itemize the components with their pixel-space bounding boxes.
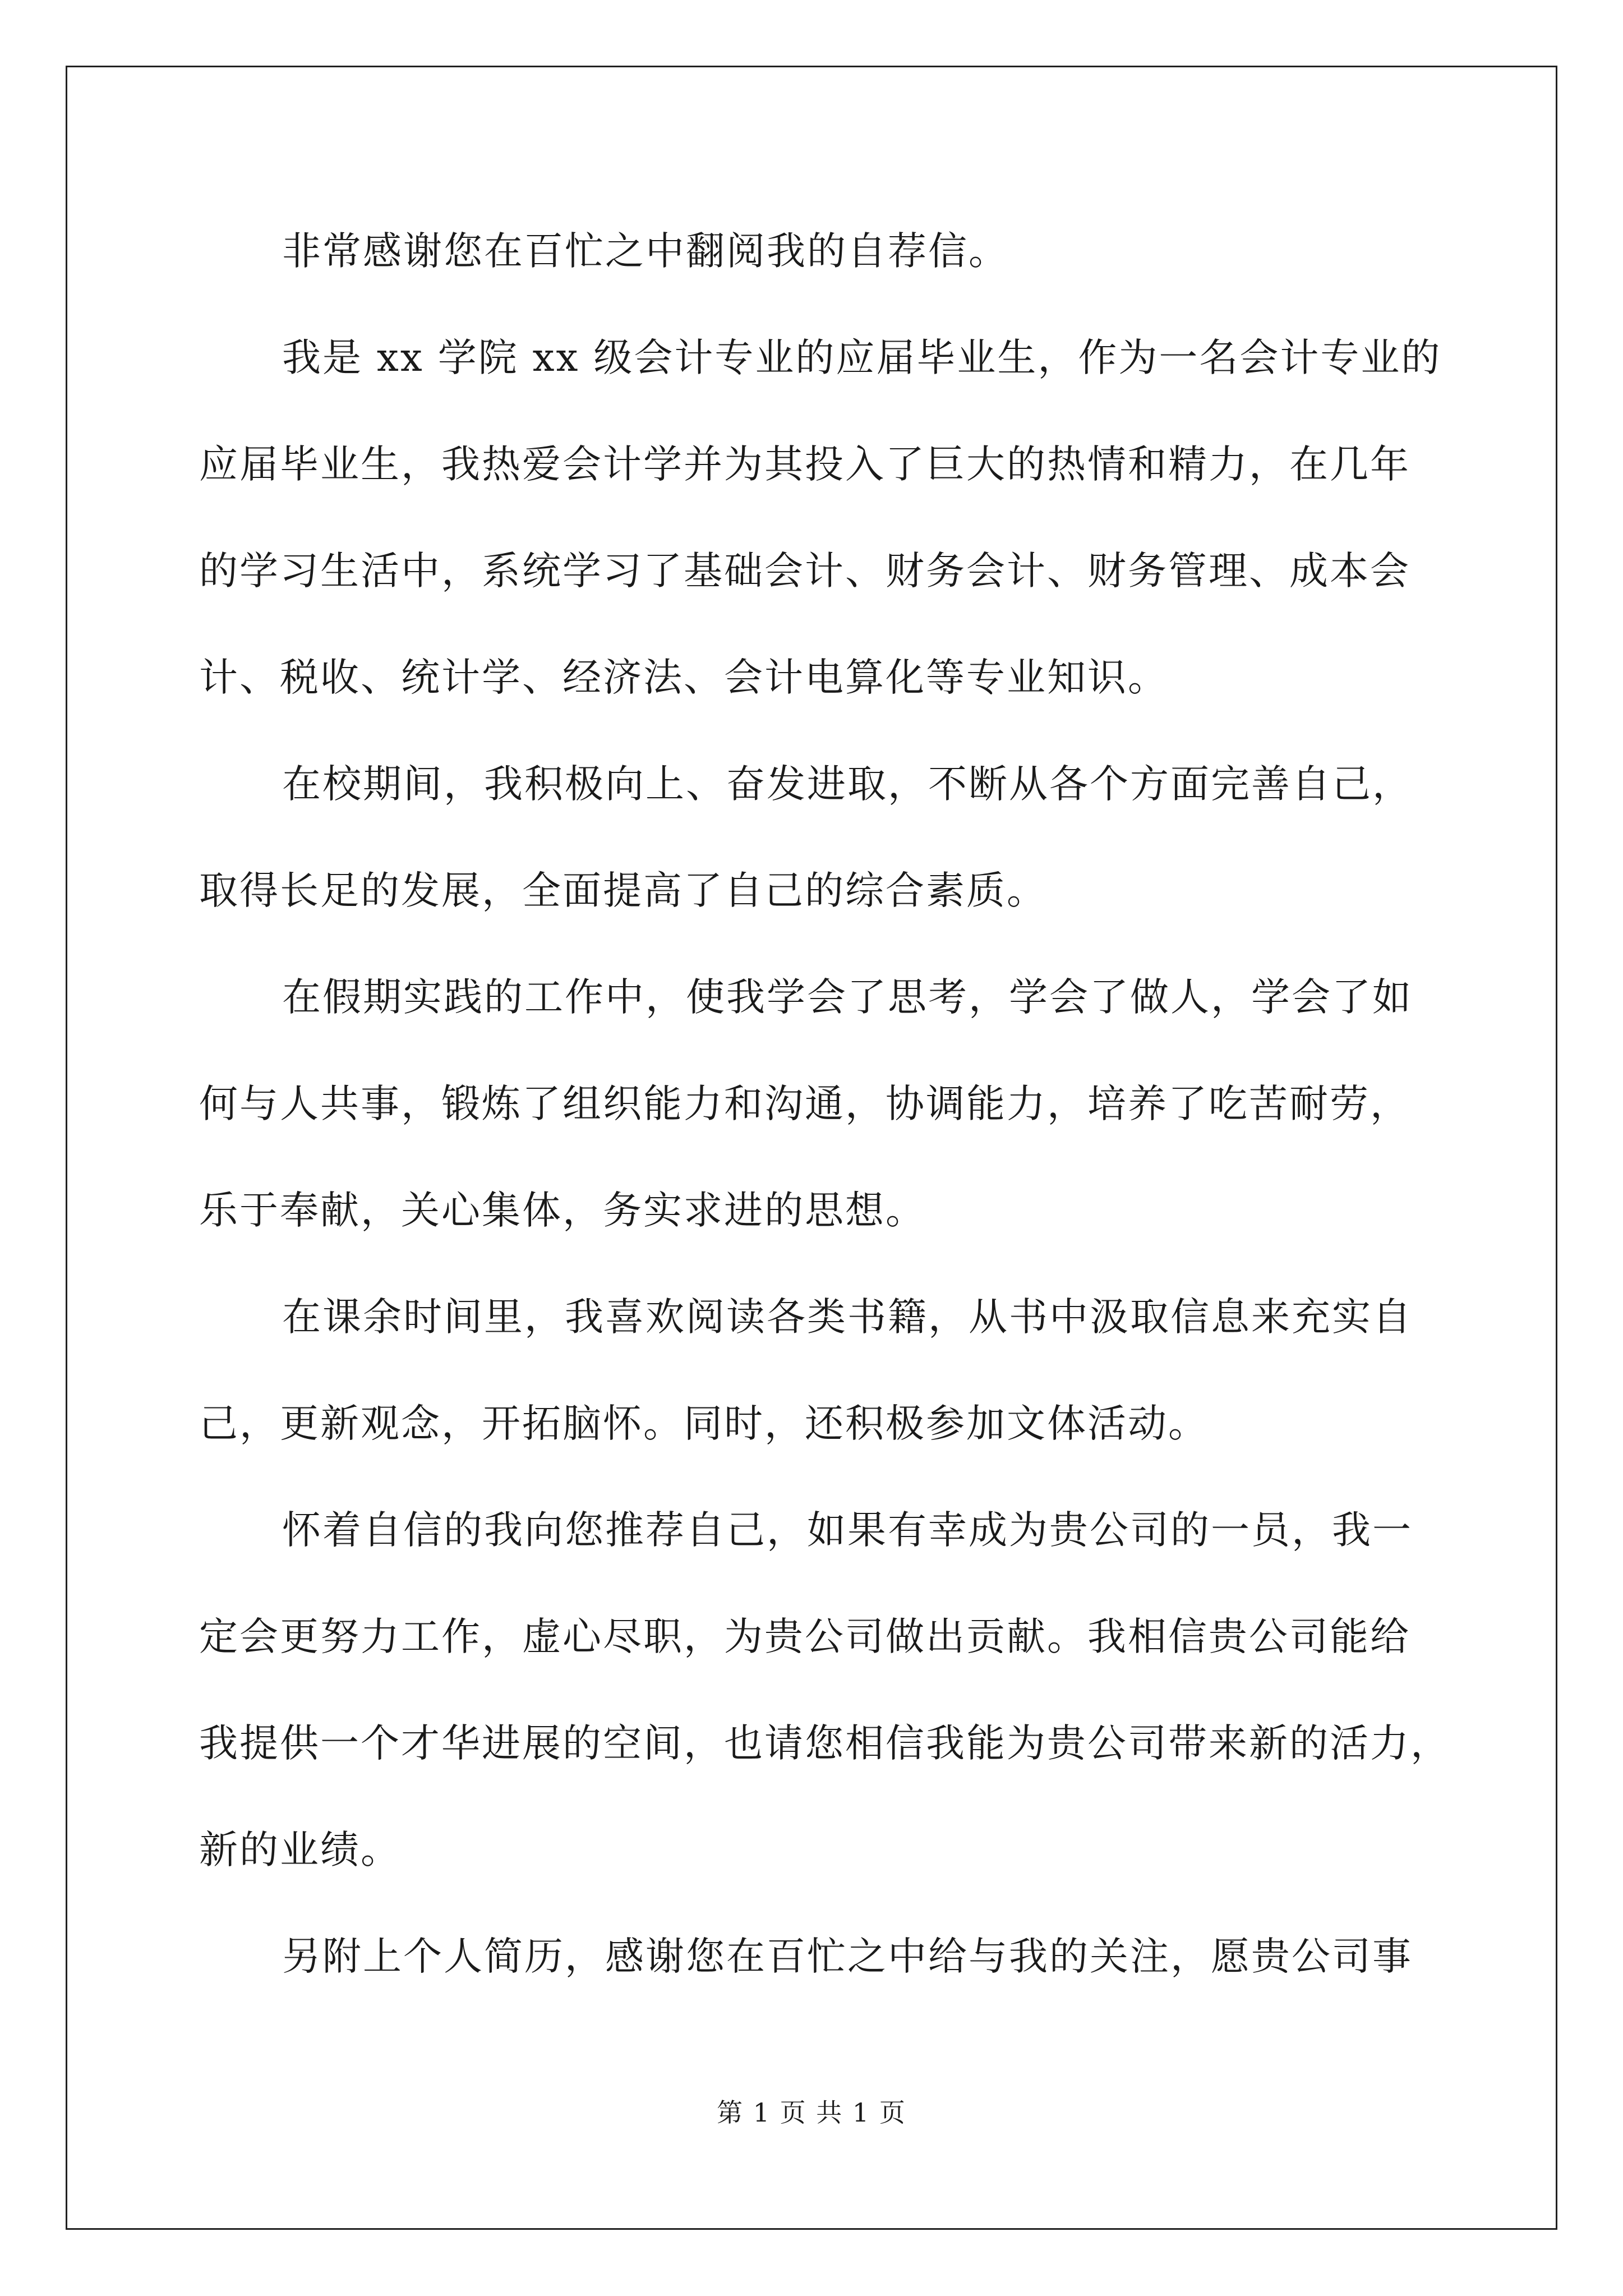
page-indicator: 第 1 页 共 1 页 — [717, 2097, 906, 2128]
paragraph-3 — [199, 731, 1413, 944]
paragraph-line: 在校期间，我积极向上、奋发进取，不断从各个方面完善自己， — [282, 762, 1413, 807]
paragraph-line: 取得长足的发展，全面提高了自己的综合素质。 — [199, 868, 1047, 913]
paragraph-line: 我是 xx 学院 xx 级会计专业的应届毕业生，作为一名会计专业的 — [282, 335, 1442, 380]
paragraph-2 — [199, 305, 1441, 731]
paragraph-line: 在假期实践的工作中，使我学会了思考，学会了做人，学会了如 — [282, 975, 1413, 1020]
paragraph-line: 非常感谢您在百忙之中翻阅我的自荐信。 — [282, 229, 1009, 274]
paragraph-line: 乐于奉献，关心集体，务实求进的思想。 — [199, 1188, 926, 1233]
paragraph-line: 怀着自信的我向您推荐自己，如果有幸成为贵公司的一员，我一 — [282, 1508, 1413, 1553]
paragraph-6 — [199, 1477, 1451, 1903]
paragraph-1 — [199, 198, 1009, 305]
paragraph-line: 的学习生活中，系统学习了基础会计、财务会计、财务管理、成本会 — [199, 549, 1410, 593]
paragraph-7 — [199, 1903, 1413, 2010]
paragraph-line: 另附上个人简历，感谢您在百忙之中给与我的关注，愿贵公司事 — [282, 1934, 1413, 1979]
paragraph-line: 我提供一个才华进展的空间，也请您相信我能为贵公司带来新的活力， — [199, 1721, 1451, 1766]
paragraph-4 — [199, 944, 1413, 1264]
paragraph-line: 何与人共事，锻炼了组织能力和沟通，协调能力，培养了吃苦耐劳， — [199, 1082, 1410, 1126]
paragraph-line: 新的业绩。 — [199, 1828, 401, 1872]
paragraph-line: 定会更努力工作，虚心尽职，为贵公司做出贡献。我相信贵公司能给 — [199, 1614, 1410, 1659]
paragraph-line: 应届毕业生，我热爱会计学并为其投入了巨大的热情和精力，在几年 — [199, 442, 1410, 487]
paragraph-line: 在课余时间里，我喜欢阅读各类书籍，从书中汲取信息来充实自 — [282, 1295, 1413, 1340]
paragraph-line: 己，更新观念，开拓脑怀。同时，还积极参加文体活动。 — [199, 1401, 1209, 1446]
paragraph-line: 计、税收、统计学、经济法、会计电算化等专业知识。 — [199, 655, 1168, 700]
paragraph-5 — [199, 1264, 1413, 1477]
